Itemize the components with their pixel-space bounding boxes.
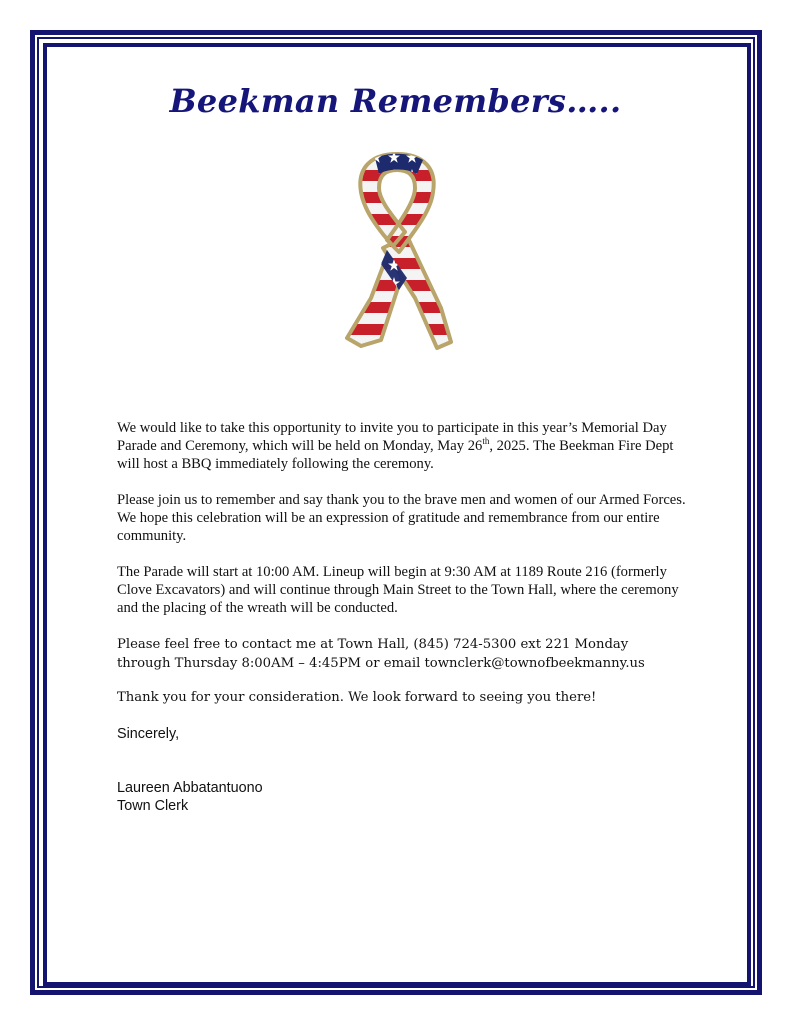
invitation-text: We would like to take this opportunity to invite you to participate in this year’s Memorial Day Parade and Ceremony, which will be held on Monday, May 26	[117, 420, 667, 454]
closing: Sincerely,	[117, 726, 180, 742]
remembrance-paragraph: Please join us to remember and say thank you to the brave men and women of our Armed Forces. We hope this celebration will be an expression of gratitude and remembrance from our entire community.	[117, 492, 686, 544]
american-flag-ribbon-icon	[331, 148, 461, 368]
thank-you-paragraph: Thank you for your consideration. We look forward to seeing you there!	[117, 690, 597, 705]
signature-title: Town Clerk	[117, 798, 189, 814]
signature-name: Laureen Abbatantuono	[117, 780, 263, 796]
date-ordinal-suffix: th	[482, 436, 490, 447]
contact-line-2: through Thursday 8:00AM – 4:45PM or email townclerk@townofbeekmanny.us	[117, 656, 645, 671]
contact-paragraph	[117, 635, 687, 673]
contact-line-1: Please feel free to contact me at Town Hall, (845) 724-5300 ext 221 Monday	[117, 637, 629, 652]
page-title: Beekman Remembers…..	[169, 82, 622, 120]
invitation-text-end: , 2025. The Beekman Fire Dept will host a BBQ immediately following the ceremony.	[117, 438, 674, 472]
parade-details-paragraph: The Parade will start at 10:00 AM. Lineup will begin at 9:30 AM at 1189 Route 216 (formerly Clove Excavators) and will continue through Main Street to the Town Hall, where the ceremony and the placing of the wreath will be conducted.	[117, 564, 679, 616]
invitation-paragraph	[117, 419, 687, 473]
